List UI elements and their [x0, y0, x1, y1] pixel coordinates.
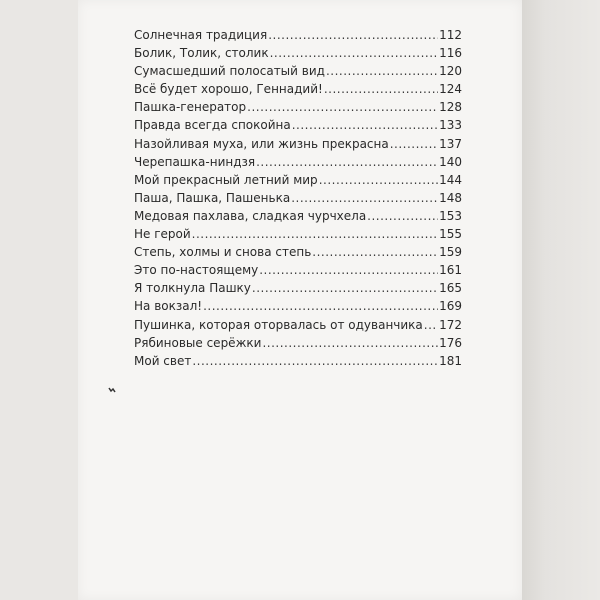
- toc-leader-dots: [292, 116, 438, 134]
- toc-leader-dots: [270, 44, 439, 62]
- toc-entry-page: 120: [439, 64, 462, 79]
- toc-leader-dots: [247, 98, 438, 116]
- toc-entry-title: Всё будет хорошо, Геннадий!: [134, 82, 323, 97]
- toc-entry-title: Сумасшедший полосатый вид: [134, 64, 325, 79]
- toc-entry-title: Правда всегда спокойна: [134, 118, 291, 133]
- toc-entry-title: Это по-настоящему: [134, 263, 259, 278]
- toc-entry-title: Черепашка-ниндзя: [134, 154, 256, 169]
- toc-leader-dots: [390, 135, 438, 153]
- toc-entry-page: 172: [439, 317, 462, 332]
- toc-entry-title: Степь, холмы и снова степь: [134, 245, 312, 260]
- toc-leader-dots: [291, 189, 438, 207]
- toc-entry-title: Мой свет: [134, 353, 192, 368]
- toc-entry-title: Пушинка, которая оторвалась от одуванчика: [134, 317, 423, 332]
- toc-entry: [134, 171, 462, 189]
- toc-entry: [134, 26, 462, 44]
- toc-entry-title: Рябиновые серёжки: [134, 335, 262, 350]
- toc-entry-page: 144: [439, 172, 462, 187]
- toc-entry-title: Пашка-генератор: [134, 100, 247, 115]
- toc-leader-dots: [326, 62, 438, 80]
- toc-entry: [134, 316, 462, 334]
- toc-entry: [134, 80, 462, 98]
- toc-entry: [134, 279, 462, 297]
- toc-entry: [134, 44, 462, 62]
- toc-leader-dots: [256, 153, 438, 171]
- toc-entry: [134, 98, 462, 116]
- toc-leader-dots: [367, 207, 438, 225]
- toc-entry: [134, 116, 462, 134]
- toc-entry-title: Болик, Толик, столик: [134, 46, 269, 61]
- toc-entry-page: 128: [439, 100, 462, 115]
- toc-entry-page: 116: [439, 46, 462, 61]
- toc-entry-page: 155: [439, 227, 462, 242]
- page-edge: [522, 0, 600, 600]
- toc-entry-page: 176: [439, 335, 462, 350]
- toc-leader-dots: [252, 279, 438, 297]
- toc-leader-dots: [319, 171, 438, 189]
- toc-entry-page: 124: [439, 82, 462, 97]
- table-of-contents: [134, 26, 462, 370]
- toc-entry-page: 137: [439, 136, 462, 151]
- toc-leader-dots: [192, 352, 438, 370]
- toc-leader-dots: [192, 225, 438, 243]
- toc-entry: [134, 153, 462, 171]
- toc-entry-title: Мой прекрасный летний мир: [134, 172, 318, 187]
- toc-leader-dots: [203, 297, 438, 315]
- toc-entry: [134, 334, 462, 352]
- toc-leader-dots: [324, 80, 438, 98]
- toc-entry-page: 153: [439, 208, 462, 223]
- toc-entry-title: Солнечная традиция: [134, 28, 268, 42]
- toc-entry-title: На вокзал!: [134, 299, 203, 314]
- toc-entry: [134, 261, 462, 279]
- toc-leader-dots: [262, 334, 438, 352]
- toc-entry: [134, 135, 462, 153]
- toc-entry-title: Медовая пахлава, сладкая чурчхела: [134, 208, 367, 223]
- toc-entry: [134, 189, 462, 207]
- toc-entry: [134, 352, 462, 370]
- toc-leader-dots: [424, 316, 438, 334]
- toc-leader-dots: [268, 26, 438, 44]
- toc-entry-page: 161: [439, 263, 462, 278]
- toc-leader-dots: [259, 261, 438, 279]
- toc-entry: [134, 225, 462, 243]
- ink-mark-icon: [108, 386, 116, 394]
- toc-entry-page: 159: [439, 245, 462, 260]
- toc-entry-page: 148: [439, 190, 462, 205]
- toc-entry-page: 112: [439, 28, 462, 42]
- toc-entry-title: Я толкнула Пашку: [134, 281, 251, 296]
- toc-entry: [134, 297, 462, 315]
- toc-entry: [134, 62, 462, 80]
- toc-entry-page: 140: [439, 154, 462, 169]
- toc-leader-dots: [312, 243, 438, 261]
- toc-entry-page: 181: [439, 353, 462, 368]
- toc-entry-page: 169: [439, 299, 462, 314]
- toc-entry: [134, 207, 462, 225]
- toc-entry-page: 133: [439, 118, 462, 133]
- toc-entry-page: 165: [439, 281, 462, 296]
- toc-entry: [134, 243, 462, 261]
- toc-entry-title: Не герой: [134, 227, 191, 242]
- toc-entry-title: Назойливая муха, или жизнь прекрасна: [134, 136, 389, 151]
- toc-entry-title: Паша, Пашка, Пашенька: [134, 190, 291, 205]
- ink-mark: [108, 386, 116, 397]
